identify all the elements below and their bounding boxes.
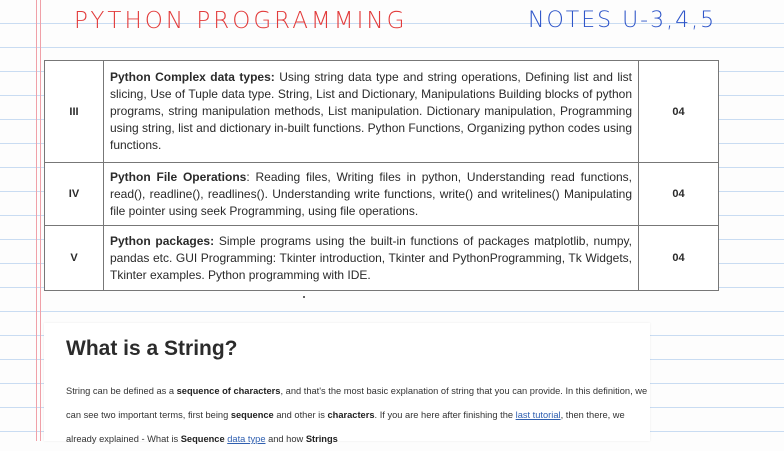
unit-text: : Reading files, Writing files in python, Understanding read functions, read(), readline(), readlines(). Understanding write functions, write() and writelines() Manipulating file pointer using seek Programming, using file operations.: [110, 169, 632, 218]
article-bold-term: Sequence: [180, 434, 225, 444]
article-bold-term: characters: [327, 410, 375, 420]
article-text: , and that's the most basic explanation of string that you can provide. In this definition, we can see two important terms, first being: [66, 386, 648, 420]
unit-hours: 04: [639, 163, 719, 226]
unit-text: Simple programs using the built-in functions of packages matplotlib, numpy, pandas etc. GUI Programming: Tkinter introduction, Tkinter and PythonProgramming, Tk Widgets, Tkinter examples. Python programming with IDE.: [110, 233, 632, 282]
article-bold-term: sequence of characters: [176, 386, 281, 396]
unit-description: [104, 163, 639, 226]
data-type-link[interactable]: data type: [227, 434, 266, 444]
article-text: . If you are here after finishing the: [374, 410, 516, 420]
article-text: String can be defined as a: [66, 386, 177, 396]
subject-heading: PYTHON PROGRAMMING: [74, 8, 408, 34]
notes-heading: NOTES U-3,4,5: [528, 8, 717, 33]
table-row: [45, 61, 719, 163]
unit-number: IV: [45, 163, 104, 226]
unit-title: Python Complex data types:: [110, 70, 275, 84]
unit-hours: 04: [639, 61, 719, 163]
unit-description: [104, 226, 639, 291]
unit-text: Using string data type and string operations, Defining list and list slicing, Use of Tuple data type. String, List and Dictionary, Manipulations Building blocks of python programs, string manipulation methods, List manipulation. Dictionary manipulation, Programming using string, list and dictionary in-built functions. Python Functions, Organizing python codes using functions.: [110, 70, 632, 152]
notebook-margin-line: [36, 0, 37, 441]
unit-number: III: [45, 61, 104, 163]
notebook-margin-line-2: [40, 0, 41, 441]
article-text: and how: [265, 434, 306, 444]
unit-title: Python File Operations: [110, 169, 247, 184]
unit-number: V: [45, 226, 104, 291]
stray-dot: [303, 296, 305, 298]
article-title: What is a String?: [66, 337, 238, 360]
article-text: and other is: [273, 410, 328, 420]
article-text: , then there, we already explained - What is: [66, 410, 625, 444]
unit-description: [104, 61, 639, 163]
article-paragraph: [66, 379, 650, 451]
unit-hours: 04: [639, 226, 719, 291]
article-bold-term: sequence: [230, 410, 274, 420]
table-row: [45, 163, 719, 226]
syllabus-table: [44, 60, 719, 291]
string-article-card: [44, 323, 650, 444]
unit-title: Python packages:: [110, 233, 215, 248]
article-bold-term: Strings: [305, 434, 338, 444]
table-row: [45, 226, 719, 291]
last-tutorial-link[interactable]: last tutorial: [515, 410, 561, 420]
